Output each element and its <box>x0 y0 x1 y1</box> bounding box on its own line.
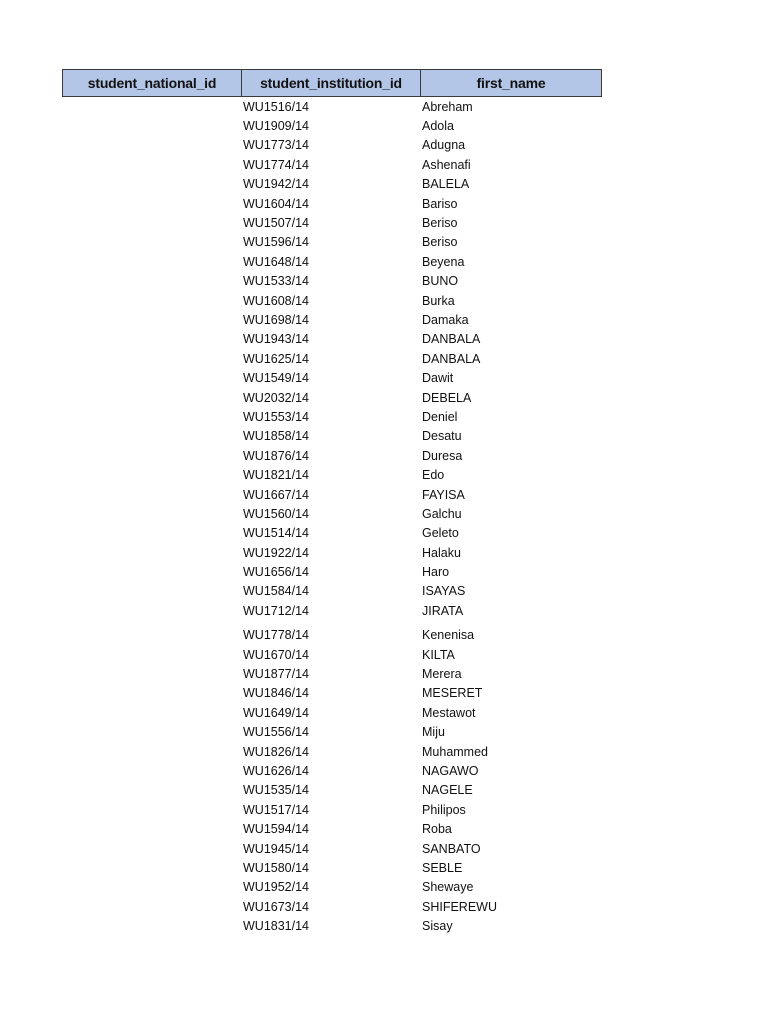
first-name-cell[interactable]: Merera <box>422 667 462 682</box>
first-name-cell[interactable]: Deniel <box>422 409 458 424</box>
first-name-cell[interactable]: Philipos <box>422 802 466 817</box>
student-institution-id-cell[interactable]: WU1773/14 <box>243 138 310 153</box>
student-institution-id-cell[interactable]: WU1594/14 <box>243 822 310 837</box>
student-institution-id-cell[interactable]: WU1556/14 <box>243 725 310 740</box>
first-name-cell[interactable]: Duresa <box>422 448 463 463</box>
student-institution-id-cell[interactable]: WU1648/14 <box>243 254 310 269</box>
table-row <box>62 800 602 819</box>
first-name-cell[interactable]: Miju <box>422 725 445 740</box>
student-institution-id-cell[interactable]: WU1626/14 <box>243 763 310 778</box>
table-row <box>62 858 602 877</box>
table-body <box>62 97 602 936</box>
student-institution-id-cell[interactable]: WU1656/14 <box>243 565 310 580</box>
student-institution-id-cell[interactable]: WU1876/14 <box>243 448 310 463</box>
table-row <box>62 330 602 349</box>
table-row <box>62 116 602 135</box>
spreadsheet-table <box>62 69 602 936</box>
table-row <box>62 626 602 645</box>
first-name-cell[interactable]: FAYISA <box>422 487 465 502</box>
table-row <box>62 781 602 800</box>
student-institution-id-cell[interactable]: WU1549/14 <box>243 371 310 386</box>
table-row <box>62 878 602 897</box>
first-name-cell[interactable]: Abreham <box>422 99 473 114</box>
table-row <box>62 233 602 252</box>
table-row <box>62 664 602 683</box>
first-name-cell[interactable]: Halaku <box>422 545 461 560</box>
table-row <box>62 272 602 291</box>
student-institution-id-cell[interactable]: WU1909/14 <box>243 119 310 134</box>
table-row <box>62 407 602 426</box>
table-row <box>62 916 602 935</box>
student-institution-id-cell[interactable]: WU1945/14 <box>243 841 310 856</box>
first-name-cell[interactable]: Adugna <box>422 138 466 153</box>
student-institution-id-cell[interactable]: WU1922/14 <box>243 545 310 560</box>
first-name-cell[interactable]: Beyena <box>422 254 465 269</box>
table-row <box>62 645 602 664</box>
first-name-cell[interactable]: DANBALA <box>422 351 481 366</box>
table-row <box>62 562 602 581</box>
first-name-cell[interactable]: Dawit <box>422 371 454 386</box>
student-institution-id-cell[interactable]: WU1774/14 <box>243 157 310 172</box>
table-row <box>62 252 602 271</box>
first-name-cell[interactable]: Beriso <box>422 216 458 231</box>
table-row <box>62 819 602 838</box>
student-institution-id-cell[interactable]: WU1858/14 <box>243 429 310 444</box>
first-name-cell[interactable]: Mestawot <box>422 705 476 720</box>
student-institution-id-cell[interactable]: WU1596/14 <box>243 235 310 250</box>
student-institution-id-cell[interactable]: WU1517/14 <box>243 802 310 817</box>
first-name-cell[interactable]: Burka <box>422 293 455 308</box>
first-name-cell[interactable]: NAGELE <box>422 783 473 798</box>
first-name-cell[interactable]: Shewaye <box>422 880 474 895</box>
first-name-cell[interactable]: BUNO <box>422 274 459 289</box>
first-name-cell[interactable]: Geleto <box>422 526 459 541</box>
table-row <box>62 485 602 504</box>
column-header-first-name[interactable]: first_name <box>421 69 602 97</box>
first-name-cell[interactable]: Ashenafi <box>422 157 471 172</box>
table-row <box>62 155 602 174</box>
student-institution-id-cell[interactable]: WU1533/14 <box>243 274 310 289</box>
student-institution-id-cell[interactable]: WU1831/14 <box>243 919 310 934</box>
student-institution-id-cell[interactable]: WU1649/14 <box>243 705 310 720</box>
first-name-cell[interactable]: Sisay <box>422 919 453 934</box>
first-name-cell[interactable]: DEBELA <box>422 390 472 405</box>
student-institution-id-cell[interactable]: WU1877/14 <box>243 667 310 682</box>
student-institution-id-cell[interactable]: WU1952/14 <box>243 880 310 895</box>
first-name-cell[interactable]: Bariso <box>422 196 458 211</box>
table-row <box>62 136 602 155</box>
first-name-cell[interactable]: MESERET <box>422 686 483 701</box>
table-row <box>62 427 602 446</box>
student-institution-id-cell[interactable]: WU1535/14 <box>243 783 310 798</box>
student-institution-id-cell[interactable]: WU2032/14 <box>243 390 310 405</box>
table-row <box>62 368 602 387</box>
first-name-cell[interactable]: Adola <box>422 119 454 134</box>
first-name-cell[interactable]: DANBALA <box>422 332 481 347</box>
table-row <box>62 194 602 213</box>
first-name-cell[interactable]: Haro <box>422 565 450 580</box>
student-institution-id-cell[interactable]: WU1584/14 <box>243 584 310 599</box>
table-row <box>62 839 602 858</box>
first-name-cell[interactable]: NAGAWO <box>422 763 479 778</box>
student-institution-id-cell[interactable]: WU1667/14 <box>243 487 310 502</box>
first-name-cell[interactable]: Beriso <box>422 235 458 250</box>
student-institution-id-cell[interactable]: WU1778/14 <box>243 628 310 643</box>
student-institution-id-cell[interactable]: WU1608/14 <box>243 293 310 308</box>
student-institution-id-cell[interactable]: WU1514/14 <box>243 526 310 541</box>
table-row <box>62 446 602 465</box>
table-row <box>62 761 602 780</box>
first-name-cell[interactable]: KILTA <box>422 647 455 662</box>
first-name-cell[interactable]: Damaka <box>422 312 469 327</box>
first-name-cell[interactable]: SHIFEREWU <box>422 899 497 914</box>
table-row <box>62 465 602 484</box>
student-institution-id-cell[interactable]: WU1580/14 <box>243 860 310 875</box>
table-row <box>62 582 602 601</box>
student-institution-id-cell[interactable]: WU1698/14 <box>243 312 310 327</box>
student-institution-id-cell[interactable]: WU1846/14 <box>243 686 310 701</box>
table-row <box>62 742 602 761</box>
table-row <box>62 388 602 407</box>
student-institution-id-cell[interactable]: WU1516/14 <box>243 99 310 114</box>
table-row <box>62 601 602 620</box>
table-row <box>62 703 602 722</box>
column-header-student-institution-id[interactable]: student_institution_id <box>242 69 421 97</box>
table-row <box>62 310 602 329</box>
student-institution-id-cell[interactable]: WU1821/14 <box>243 468 310 483</box>
first-name-cell[interactable]: SEBLE <box>422 860 463 875</box>
table-row <box>62 97 602 116</box>
table-row <box>62 213 602 232</box>
student-institution-id-cell[interactable]: WU1604/14 <box>243 196 310 211</box>
table-row <box>62 684 602 703</box>
table-row <box>62 175 602 194</box>
student-institution-id-cell[interactable]: WU1673/14 <box>243 899 310 914</box>
first-name-cell[interactable]: JIRATA <box>422 603 464 618</box>
table-row <box>62 524 602 543</box>
first-name-cell[interactable]: Galchu <box>422 506 462 521</box>
student-institution-id-cell[interactable]: WU1826/14 <box>243 744 310 759</box>
student-institution-id-cell[interactable]: WU1507/14 <box>243 216 310 231</box>
first-name-cell[interactable]: Roba <box>422 822 452 837</box>
first-name-cell[interactable]: ISAYAS <box>422 584 466 599</box>
student-institution-id-cell[interactable]: WU1560/14 <box>243 506 310 521</box>
table-row <box>62 897 602 916</box>
student-institution-id-cell[interactable]: WU1712/14 <box>243 603 310 618</box>
student-institution-id-cell[interactable]: WU1553/14 <box>243 409 310 424</box>
first-name-cell[interactable]: SANBATO <box>422 841 481 856</box>
table-header-row <box>62 69 602 97</box>
student-institution-id-cell[interactable]: WU1625/14 <box>243 351 310 366</box>
student-institution-id-cell[interactable]: WU1670/14 <box>243 647 310 662</box>
student-institution-id-cell[interactable]: WU1943/14 <box>243 332 310 347</box>
table-row <box>62 349 602 368</box>
table-row <box>62 543 602 562</box>
table-row <box>62 291 602 310</box>
first-name-cell[interactable]: BALELA <box>422 177 470 192</box>
table-row <box>62 504 602 523</box>
student-institution-id-cell[interactable]: WU1942/14 <box>243 177 310 192</box>
first-name-cell[interactable]: Edo <box>422 468 445 483</box>
first-name-cell[interactable]: Muhammed <box>422 744 488 759</box>
first-name-cell[interactable]: Desatu <box>422 429 462 444</box>
first-name-cell[interactable]: Kenenisa <box>422 628 475 643</box>
column-header-student-national-id[interactable]: student_national_id <box>62 69 242 97</box>
table-row <box>62 723 602 742</box>
